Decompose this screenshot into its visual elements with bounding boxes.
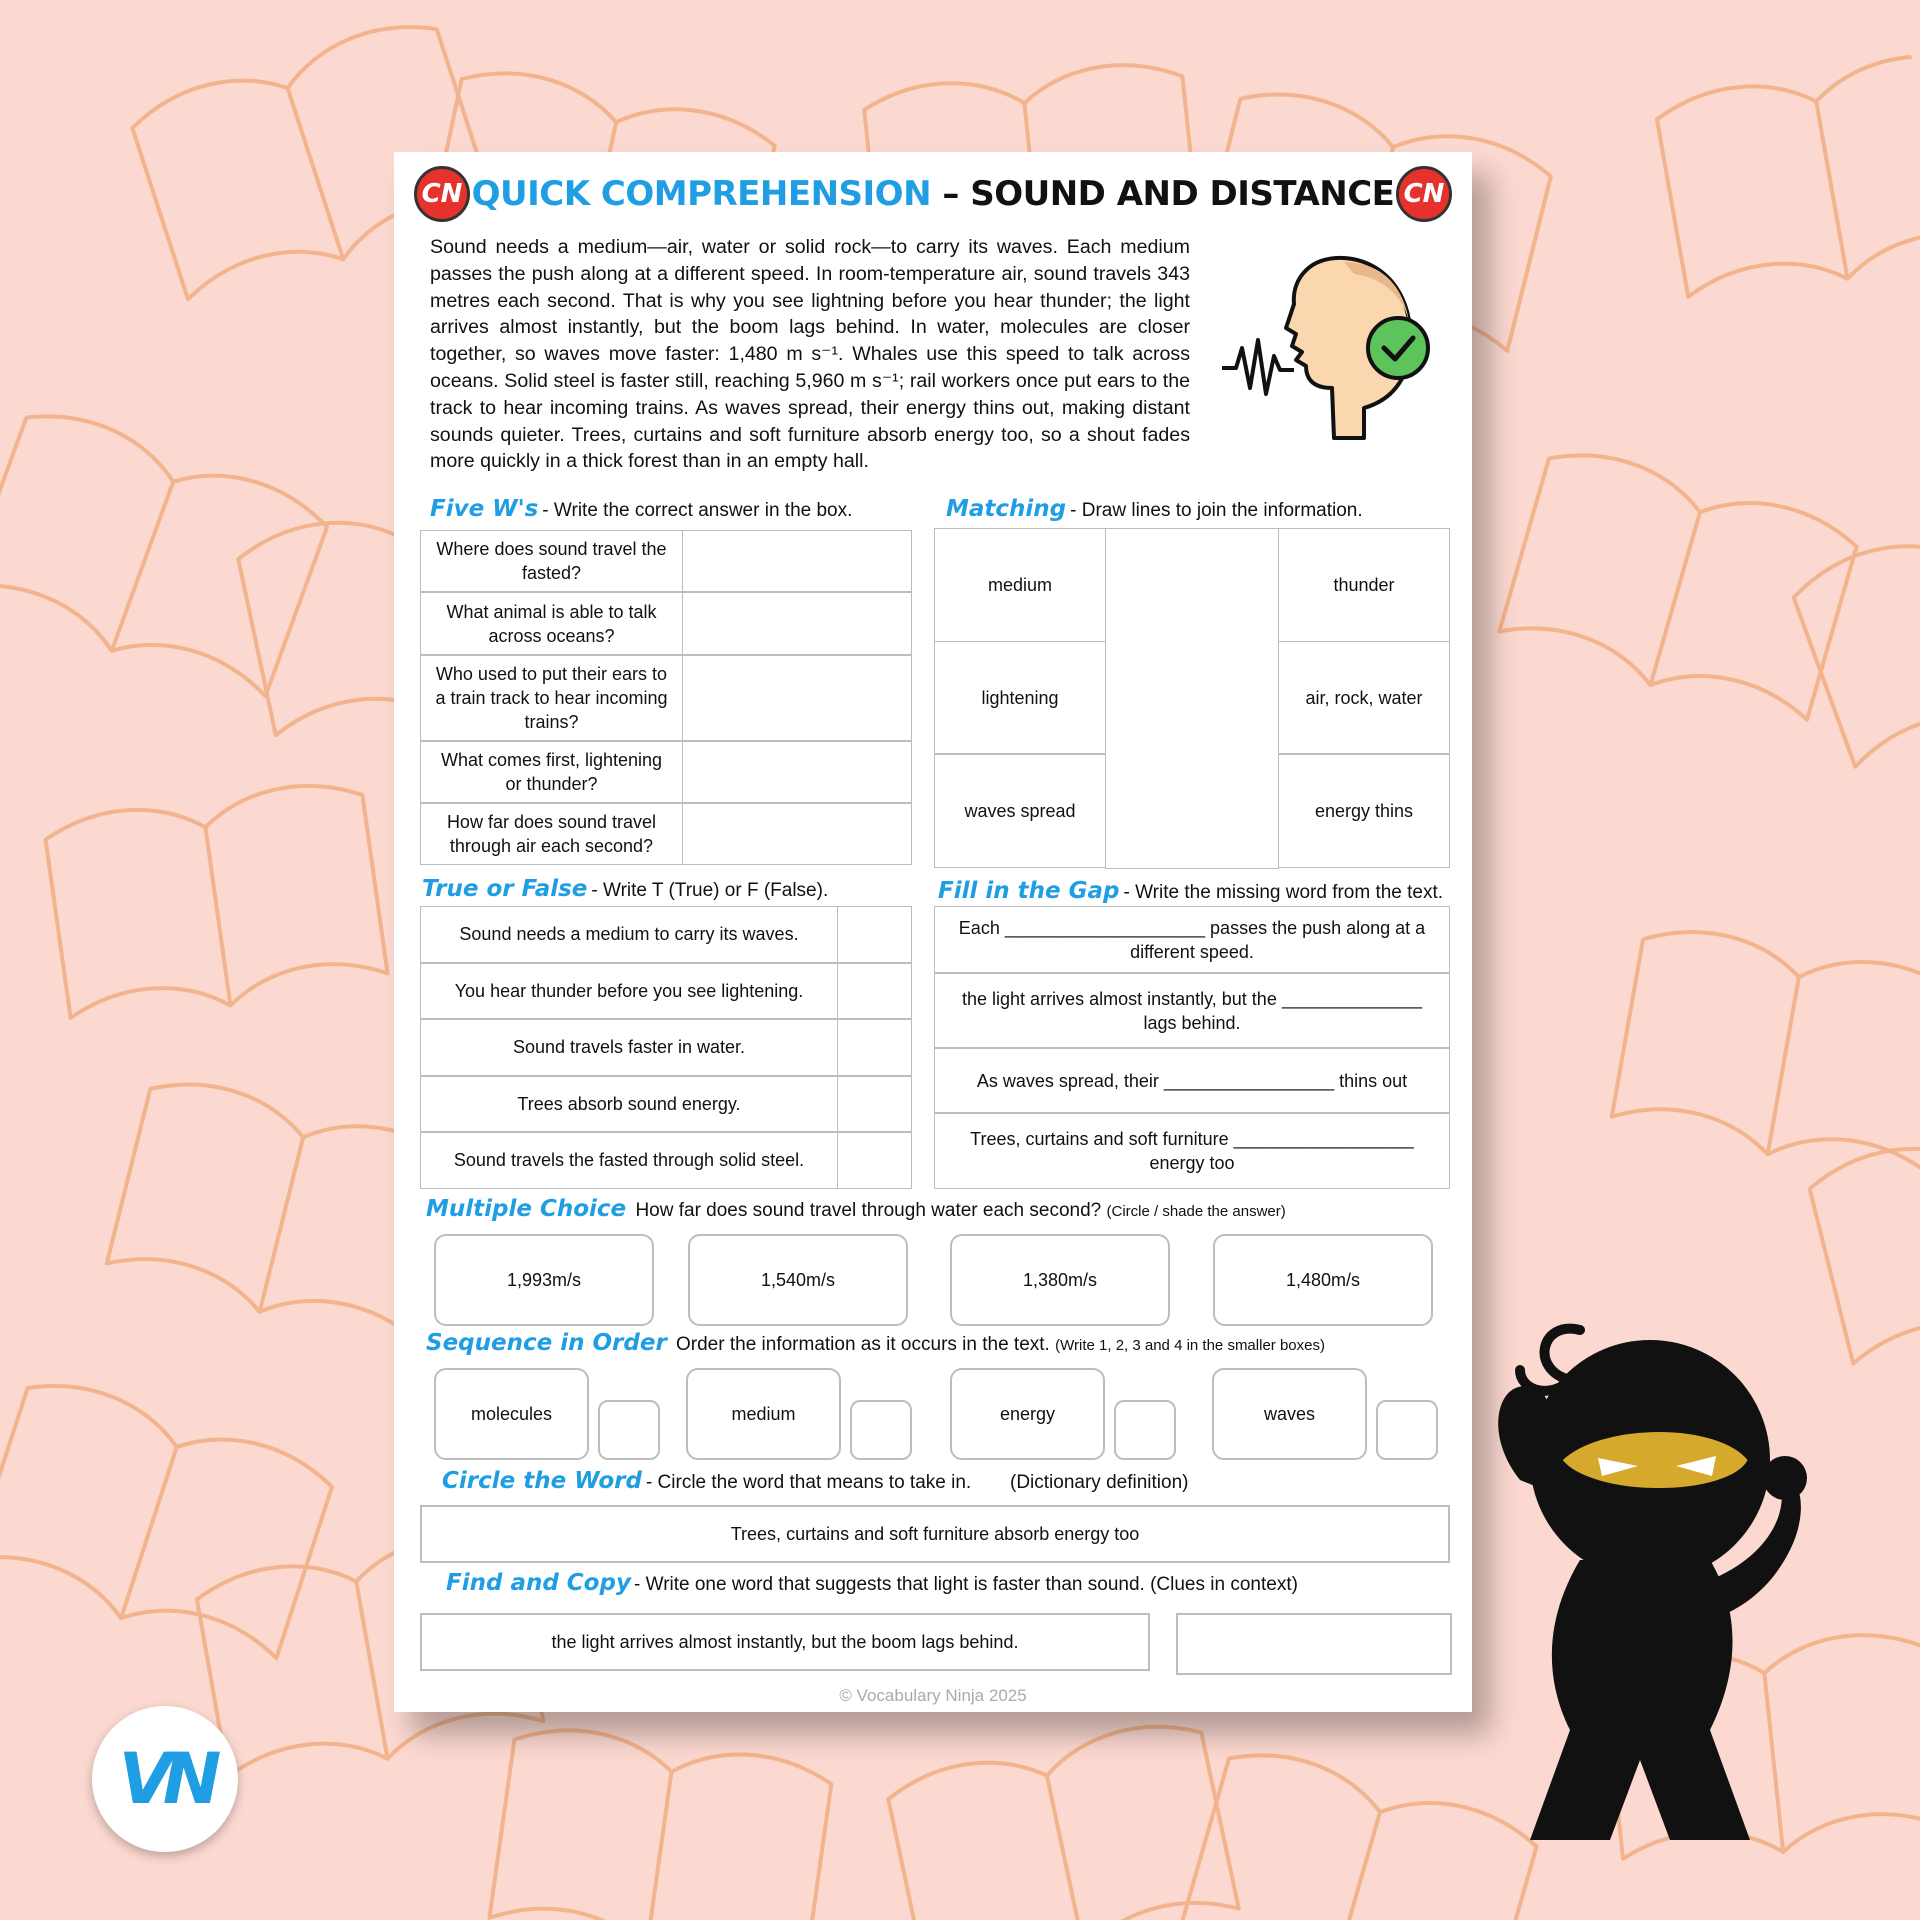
matching-right-item[interactable]: energy thins (1278, 754, 1450, 868)
sequence-item: energy (950, 1368, 1105, 1460)
true-false-answer-box[interactable] (837, 906, 912, 963)
matching-left-item[interactable]: lightening (934, 641, 1106, 754)
five-ws-question: What animal is able to talk across oceans? (420, 592, 683, 655)
fill-gap-item[interactable]: the light arrives almost instantly, but the ______________ lags behind. (934, 973, 1450, 1048)
true-false-statement: You hear thunder before you see lightening. (420, 963, 838, 1020)
five-ws-question: What comes first, lightening or thunder? (420, 741, 683, 803)
true-false-statement: Sound travels faster in water. (420, 1019, 838, 1076)
five-ws-question: Who used to put their ears to a train track to hear incoming trains? (420, 655, 683, 741)
cn-logo-icon: CN (414, 166, 470, 222)
true-false-statement: Trees absorb sound energy. (420, 1076, 838, 1133)
page-title (394, 174, 1472, 214)
find-copy-answer-box[interactable] (1176, 1613, 1452, 1675)
sequence-number-box[interactable] (1114, 1400, 1176, 1460)
circle-word-sentence[interactable]: Trees, curtains and soft furniture absorb energy too (420, 1505, 1450, 1563)
five-ws-answer-box[interactable] (682, 803, 912, 865)
true-false-answer-box[interactable] (837, 1132, 912, 1189)
fill-gap-heading: Fill in the Gap - Write the missing word from the text. (938, 878, 1444, 904)
true-false-answer-box[interactable] (837, 963, 912, 1020)
matching-right-item[interactable]: thunder (1278, 528, 1450, 642)
title-part-1: QUICK COMPREHENSION (471, 174, 932, 214)
multiple-choice-option[interactable]: 1,993m/s (434, 1234, 654, 1326)
sequence-item: medium (686, 1368, 841, 1460)
true-false-answer-box[interactable] (837, 1019, 912, 1076)
true-false-answer-box[interactable] (837, 1076, 912, 1133)
fill-gap-item[interactable]: As waves spread, their _________________ thins out (934, 1048, 1450, 1113)
cn-logo-icon: CN (1396, 166, 1452, 222)
matching-left-item[interactable]: waves spread (934, 754, 1106, 868)
matching-left-item[interactable]: medium (934, 528, 1106, 642)
worksheet (394, 152, 1472, 1712)
sequence-item: waves (1212, 1368, 1367, 1460)
ninja-mascot-icon (1460, 1310, 1820, 1870)
five-ws-question: How far does sound travel through air each second? (420, 803, 683, 865)
find-copy-sentence: the light arrives almost instantly, but the boom lags behind. (420, 1613, 1150, 1671)
sequence-number-box[interactable] (1376, 1400, 1438, 1460)
circle-word-note: (Dictionary definition) (1010, 1472, 1189, 1493)
listening-head-icon (1214, 248, 1444, 448)
fill-gap-item[interactable]: Each ____________________ passes the push along at a different speed. (934, 906, 1450, 973)
fill-gap-item[interactable]: Trees, curtains and soft furniture __________________ energy too (934, 1113, 1450, 1189)
five-ws-answer-box[interactable] (682, 592, 912, 655)
multiple-choice-heading: Multiple Choice How far does sound travel through water each second? (Circle / shade the answer) (426, 1196, 1286, 1222)
copyright-footer: © Vocabulary Ninja 2025 (839, 1686, 1027, 1705)
five-ws-heading: Five W's - Write the correct answer in the box. (430, 496, 853, 522)
reading-passage: Sound needs a medium—air, water or solid rock—to carry its waves. Each medium passes the push along at a different speed. In room-temperature air, sound travels 343 metres each second. That is why you see lightning before you hear thunder; the light arrives almost instantly, but the boom lags behind. In water, molecules are closer together, so waves move faster: 1,480 m s⁻¹. Whales use this speed to talk across oceans. Solid steel is faster still, reaching 5,960 m s⁻¹; rail workers once put ears to the track to hear incoming trains. As waves spread, their energy thins out, making distant sounds quieter. Trees, curtains and soft furniture absorb energy too, so a shout fades more quickly in a thick forest than in an empty hall. (430, 236, 1190, 473)
matching-heading: Matching - Draw lines to join the information. (946, 496, 1363, 522)
true-false-heading: True or False - Write T (True) or F (False). (422, 876, 829, 902)
five-ws-answer-box[interactable] (682, 655, 912, 741)
sequence-number-box[interactable] (598, 1400, 660, 1460)
sequence-item: molecules (434, 1368, 589, 1460)
sequence-instruction: Order the information as it occurs in the text. (Write 1, 2, 3 and 4 in the smaller boxes) (676, 1334, 1325, 1355)
sequence-heading: Sequence in Order (426, 1330, 667, 1356)
five-ws-question: Where does sound travel the fasted? (420, 530, 683, 592)
five-ws-answer-box[interactable] (682, 530, 912, 592)
circle-word-heading: Circle the Word - Circle the word that means to take in. (442, 1468, 972, 1494)
sequence-number-box[interactable] (850, 1400, 912, 1460)
matching-line-area[interactable] (1105, 528, 1279, 869)
find-copy-instruction: - Write one word that suggests that light is faster than sound. (Clues in context) (634, 1574, 1298, 1595)
true-false-statement: Sound travels the fasted through solid steel. (420, 1132, 838, 1189)
find-copy-heading: Find and Copy (446, 1570, 631, 1596)
title-part-2: – SOUND AND DISTANCE (931, 174, 1395, 214)
multiple-choice-option[interactable]: 1,380m/s (950, 1234, 1170, 1326)
multiple-choice-option[interactable]: 1,480m/s (1213, 1234, 1433, 1326)
five-ws-answer-box[interactable] (682, 741, 912, 803)
matching-right-item[interactable]: air, rock, water (1278, 641, 1450, 754)
multiple-choice-option[interactable]: 1,540m/s (688, 1234, 908, 1326)
vocabulary-ninja-logo-icon: VN (92, 1706, 238, 1852)
true-false-statement: Sound needs a medium to carry its waves. (420, 906, 838, 963)
